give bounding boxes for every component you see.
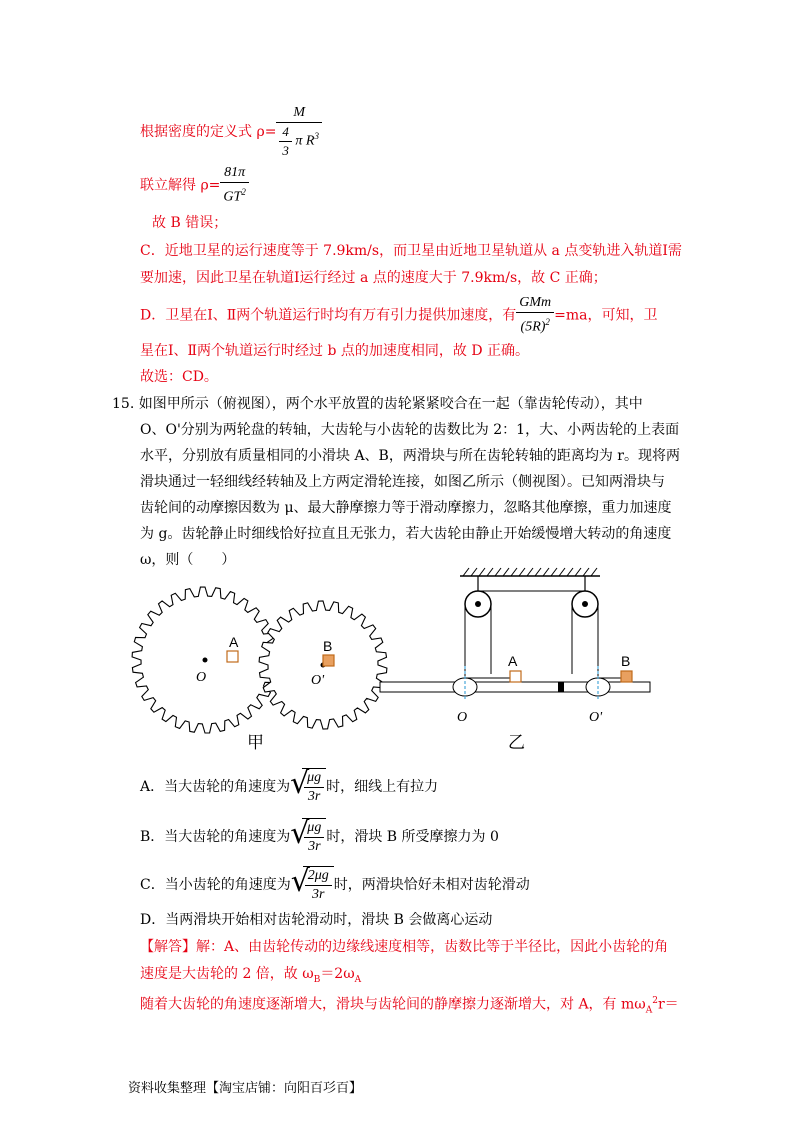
option-d-explain-1: D．卫星在Ⅰ、Ⅱ两个轨道运行时均有万有引力提供加速度，有 $\frac{\text{GMm}}{(5R)^2}$ =ma，可知，卫 <box>140 295 658 335</box>
question-line-7: ω，则（ ） <box>140 552 236 568</box>
label-o: O <box>196 670 207 685</box>
solution-line-1: 【解答】解：A、由齿轮传动的边缘线速度相等，齿数比等于半径比，因此小齿轮的角 <box>140 939 669 955</box>
hatch-mark <box>463 568 469 576</box>
density-definition: 根据密度的定义式 ρ= M $\frac{4}{3}$ π $R^3$ <box>140 104 322 160</box>
hatch-mark <box>535 568 541 576</box>
option-c-explain-1: C．近地卫星的运行速度等于 7.9km/s，而卫星由近地卫星轨道从 a 点变轨进入轨道Ⅰ需 <box>140 243 682 259</box>
question-line-1: 15. 如图甲所示（俯视图），两个水平放置的齿轮紧紧咬合在一起（靠齿轮传动），其中 <box>112 396 643 412</box>
label-a: A <box>229 634 239 650</box>
answer-line: 故选：CD。 <box>140 369 218 385</box>
question-line-3: 水平，分别放有质量相同的小滑块 A、B，两滑块与所在齿轮转轴的距离均为 r。现将两 <box>140 448 680 464</box>
side-label-b: B <box>621 653 631 669</box>
side-label-o: O <box>457 710 468 725</box>
hatch-mark <box>527 568 533 576</box>
ceiling-hatch <box>463 568 597 576</box>
b-wrong: 故 B 错误； <box>152 215 228 231</box>
gear-contact-mark <box>558 682 564 692</box>
hatch-mark <box>495 568 501 576</box>
page-footer: 资料收集整理【淘宝店铺：向阳百㣉百】 <box>128 1081 363 1096</box>
option-d-explain-2: 星在Ⅰ、Ⅱ两个轨道运行时经过 b 点的加速度相同，故 D 正确。 <box>140 343 530 359</box>
question-line-2: O、O'分别为两轮盘的转轴，大齿轮与小齿轮的齿数比为 2：1，大、小两齿轮的上表面 <box>140 422 680 438</box>
hatch-mark <box>583 568 589 576</box>
hatch-mark <box>543 568 549 576</box>
figure-side-view <box>375 566 660 741</box>
question-number: 15. <box>112 396 135 412</box>
side-block-b <box>621 671 632 682</box>
solution-line-3: 随着大齿轮的角速度逐渐增大，滑块与齿轮间的静摩擦力逐渐增大，对 A，有 $m\omega_A^2r=$ <box>140 996 679 1016</box>
hatch-mark <box>511 568 517 576</box>
hatch-mark <box>479 568 485 576</box>
label-b: B <box>323 638 333 654</box>
hatch-mark <box>575 568 581 576</box>
solution-line-2: 速度是大齿轮的 2 倍，故 $\omega_B=2\omega_A$ <box>140 966 362 985</box>
hatch-mark <box>567 568 573 576</box>
option-d: D．当两滑块开始相对齿轮滑动时，滑块 B 会做离心运动 <box>140 912 493 928</box>
hatch-mark <box>503 568 509 576</box>
hatch-mark <box>519 568 525 576</box>
hatch-mark <box>559 568 565 576</box>
axle-o-dot <box>203 658 208 663</box>
option-a: A．当大齿轮的角速度为 √ $\frac{\mu g}{3r}$ 时，细线上有拉力 <box>140 766 439 804</box>
hatch-mark <box>487 568 493 576</box>
solution-tag: 【解答】 <box>140 939 196 955</box>
option-c: C．当小齿轮的角速度为 √ $\frac{2\mu g}{3r}$ 时，两滑块恰好未相对齿轮滑动 <box>140 864 530 902</box>
block-b <box>323 655 334 666</box>
question-line-5: 齿轮间的动摩擦因数为 μ、最大静摩擦力等于滑动摩擦力，忽略其他摩擦，重力加速度 <box>140 500 672 516</box>
label-o2: O' <box>311 673 325 688</box>
solve-density: 联立解得 ρ= $\frac{81\pi}{GT^2}$ <box>140 164 249 207</box>
side-label-o2: O' <box>589 710 603 725</box>
side-label-a: A <box>508 653 518 669</box>
hatch-mark <box>471 568 477 576</box>
side-block-a <box>510 671 521 682</box>
option-b: B．当大齿轮的角速度为 √ $\frac{\mu g}{3r}$ 时，滑块 B 所受摩擦力为 0 <box>140 816 499 854</box>
option-c-explain-2: 要加速，因此卫星在轨道Ⅰ运行经过 a 点的速度大于 7.9km/s，故 C 正确； <box>140 270 607 286</box>
caption-jia: 甲 <box>247 733 264 753</box>
caption-yi: 乙 <box>508 733 525 753</box>
question-line-4: 滑块通过一轻细线经转轴及上方两定滑轮连接，如图乙所示（侧视图）。已知两滑块与 <box>140 474 665 490</box>
hatch-mark <box>551 568 557 576</box>
question-line-6: 为 g。齿轮静止时细线恰好拉直且无张力，若大齿轮由静止开始缓慢增大转动的角速度 <box>140 526 672 542</box>
hatch-mark <box>591 568 597 576</box>
